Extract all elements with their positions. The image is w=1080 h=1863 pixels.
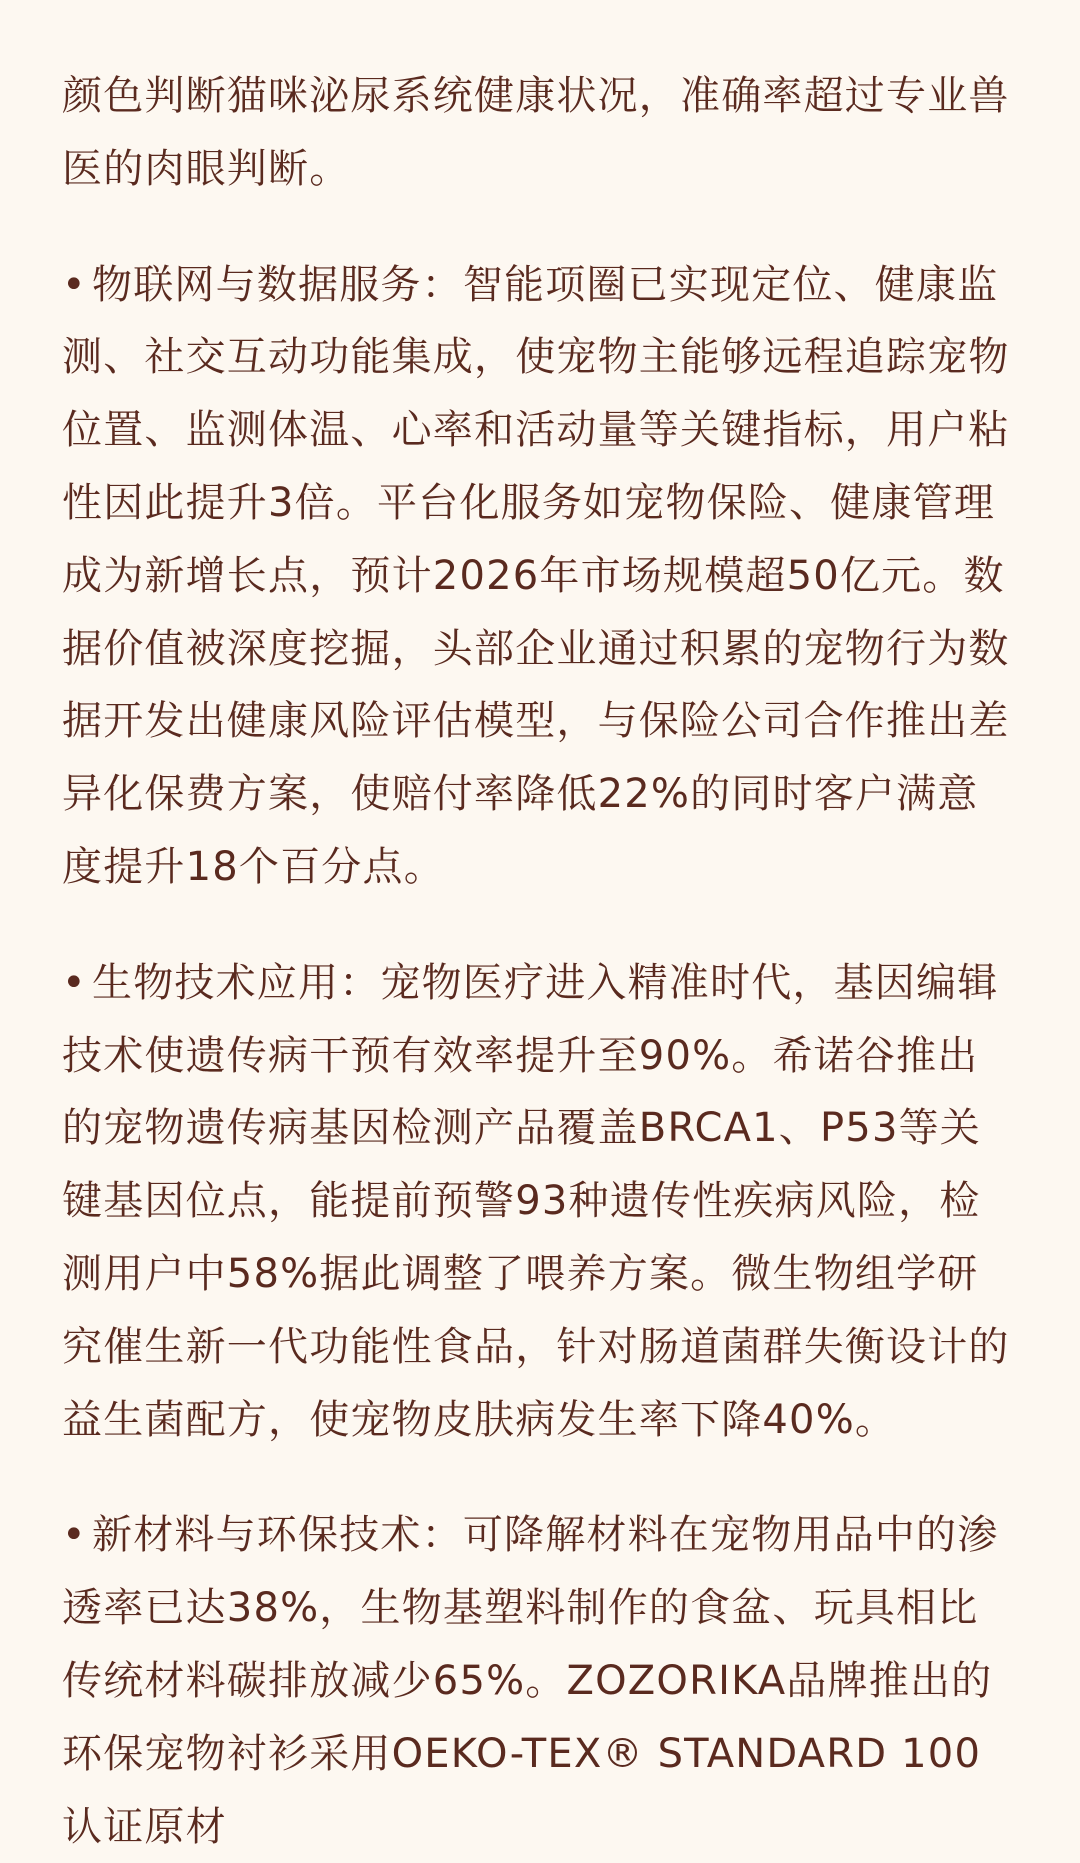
- intro-paragraph: [62, 0, 1018, 206]
- bullet-icon: •: [62, 1512, 87, 1559]
- section-body: 宠物医疗进入精准时代，基因编辑技术使遗传病干预有效率提升至90%。希诺谷推出的宠物遗传病基因检测产品覆盖BRCA1、P53等关键基因位点，能提前预警93种遗传性疾病风险，检测用户中58%据此调整了喂养方案。微生物组学研究催生新一代功能性食品，针对肠道菌群失衡设计的益生菌配方，使宠物皮肤病发生率下降40%。: [62, 959, 1010, 1443]
- intro-text: 颜色判断猫咪泌尿系统健康状况，准确率超过专业兽医的肉眼判断。: [62, 73, 1010, 192]
- section-heading: 生物技术应用：: [92, 959, 381, 1006]
- bullet-icon: •: [62, 261, 87, 308]
- section-body: 智能项圈已实现定位、健康监测、社交互动功能集成，使宠物主能够远程追踪宠物位置、监测体温、心率和活动量等关键指标，用户粘性因此提升3倍。平台化服务如宠物保险、健康管理成为新增长点，预计2026年市场规模超50亿元。数据价值被深度挖掘，头部企业通过积累的宠物行为数据开发出健康风险评估模型，与保险公司合作推出差异化保费方案，使赔付率降低22%的同时客户满意度提升18个百分点。: [62, 261, 1010, 890]
- section-iot-data: [62, 249, 1018, 904]
- section-biotech: [62, 947, 1018, 1457]
- section-materials: [62, 1499, 1018, 1863]
- section-heading: 物联网与数据服务：: [92, 261, 463, 308]
- section-heading: 新材料与环保技术：: [92, 1512, 463, 1559]
- bullet-icon: •: [62, 959, 87, 1006]
- section-body: 可降解材料在宠物用品中的渗透率已达38%，生物基塑料制作的食盆、玩具相比传统材料碳排放减少65%。ZOZORIKA品牌推出的环保宠物衬衫采用OEKO-TEX® STANDARD 100认证原材: [62, 1512, 999, 1850]
